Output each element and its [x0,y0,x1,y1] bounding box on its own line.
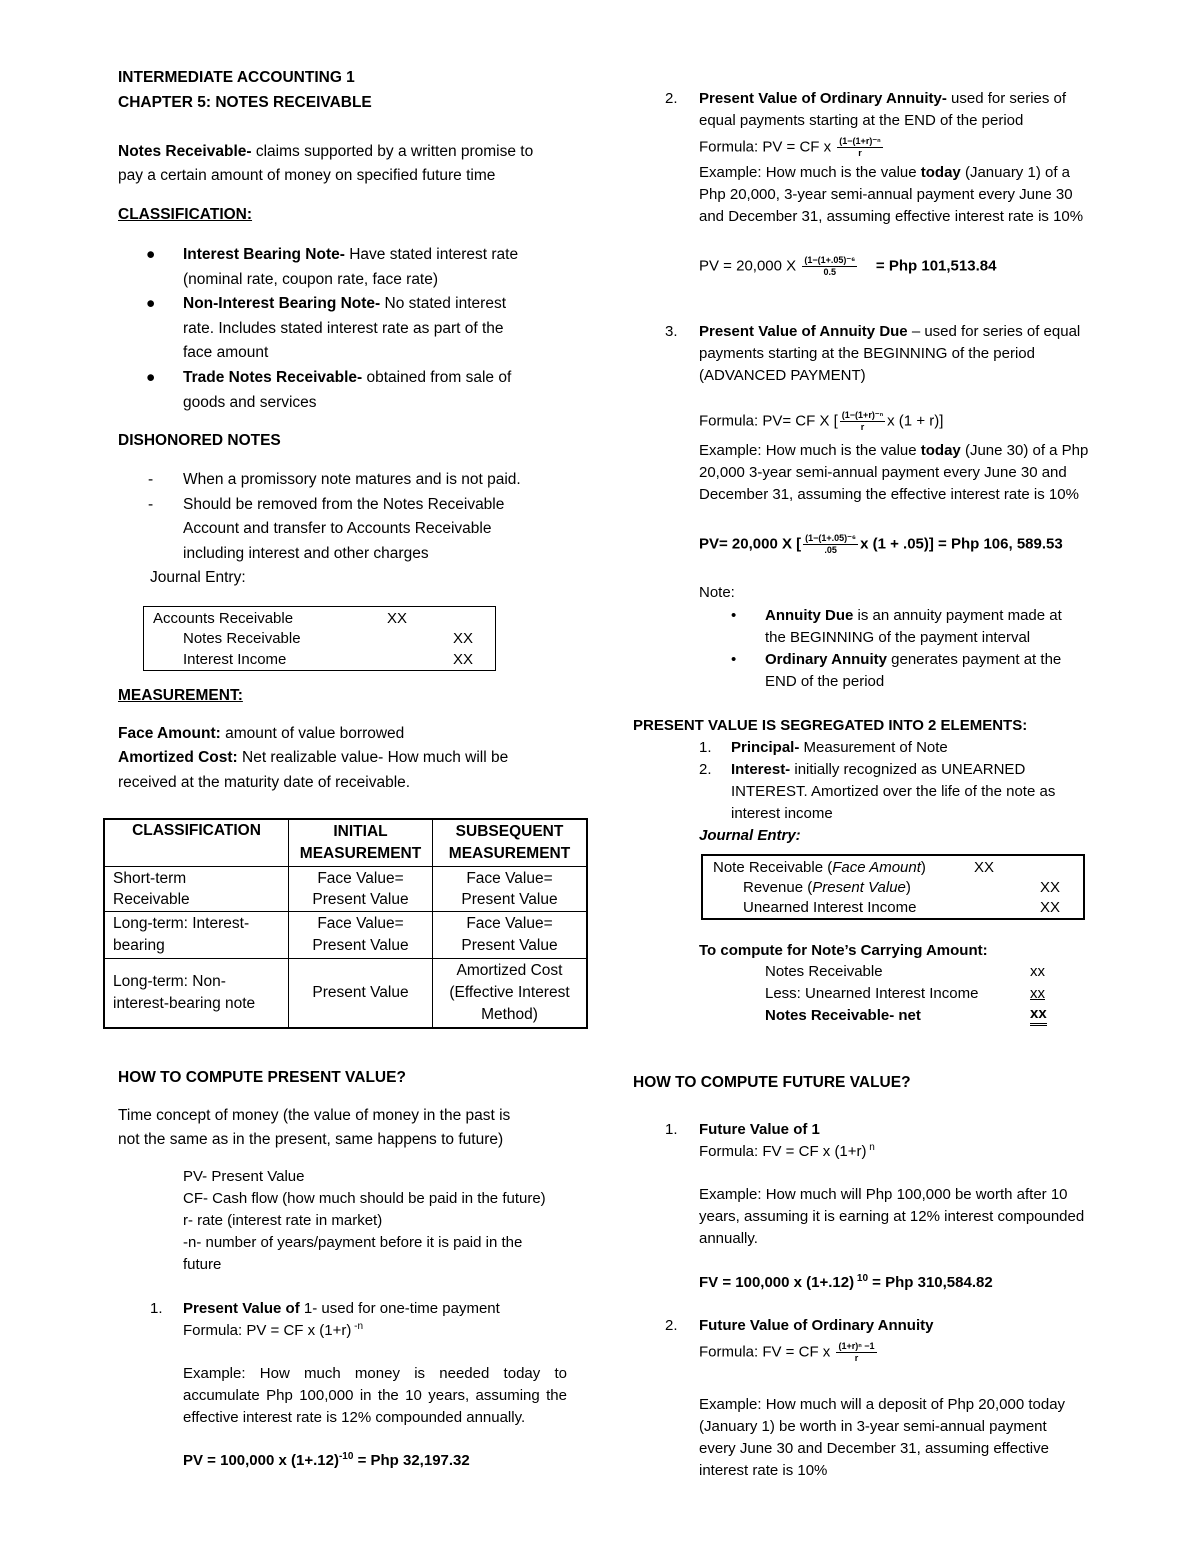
fv-ordinary-annuity-formula [699,1341,879,1364]
classification-text: Have stated interest rate [344,246,519,263]
fv-ordinary-annuity-example-1: Example: How much will a deposit of Php 20,000 today [699,1396,1066,1413]
segregated-principal [731,737,948,759]
table-header-text: MEASUREMENT [299,845,422,862]
cell-text: Long-term: Interest- [113,915,250,932]
pv-ordinary-annuity-result [699,255,996,278]
cell-text: Present Value [312,891,409,908]
carry-row-value: xx [1030,985,1045,1002]
cell-text: Face Value= [466,870,553,887]
segregated-heading: PRESENT VALUE IS SEGREGATED INTO 2 ELEMENTS: [633,717,1028,734]
fv-of-1-example-2: years, assuming it is earning at 12% interest compounded [699,1208,1085,1225]
dishonored-item-1: When a promissory note matures and is not paid. [183,471,521,488]
fraction-numerator: (1−(1+r)⁻ⁿ [839,136,881,146]
table-cell [433,867,588,912]
classification-term: Non-Interest Bearing Note- [183,295,381,312]
fv-of-1-result [699,1272,993,1294]
pv-heading: HOW TO COMPUTE PRESENT VALUE? [118,1069,406,1086]
pv-ordinary-annuity-title [699,88,1066,110]
entry-credit: XX [453,630,474,647]
note-text: is an annuity payment made at [853,607,1062,624]
formula-text: Formula: PV = CF x [699,138,832,156]
example-text: Example: How much is the value [699,164,921,181]
segregated-text: initially recognized as UNEARNED [790,761,1026,778]
pv-annuity-due-line-3: (ADVANCED PAYMENT) [699,367,866,384]
cell-text: Receivable [113,891,190,908]
entry-text: Note Receivable ( [713,859,833,876]
table-header-cell [104,819,289,867]
result-fraction [803,533,858,556]
pv-annuity-due-formula [699,410,943,433]
cell-text: Face Value= [317,915,404,932]
cell-text: Present Value [461,937,558,954]
pv-annuity-due-example-1 [699,440,1088,462]
formula-exponent: n [866,1142,875,1153]
pv-annuity-due-line-2: payments starting at the BEGINNING of the period [699,345,1035,362]
result-fraction [802,255,857,278]
pv-of-1-term: Present Value of [183,1300,300,1317]
formula-exponent: -n [351,1321,364,1332]
example-text: (January 1) of a [960,164,1070,181]
formula-text: Formula: FV = CF x (1+r) [699,1143,867,1160]
cell-text: (Effective Interest [449,984,570,1001]
definition-term: Notes Receivable- [118,143,252,160]
legend-r: r- rate (interest rate in market) [183,1212,383,1229]
bullet-icon: ● [146,295,156,312]
pv-of-1-title [183,1298,500,1320]
face-amount-line [118,722,404,747]
pv-annuity-due-result [699,533,1063,556]
journal-entry-box [701,854,1085,920]
fraction-numerator: (1−(1+r)⁻ⁿ [841,410,884,420]
journal-entry-label: Journal Entry: [150,569,246,586]
definition-text: claims supported by a written promise to [251,143,534,160]
example-text: Example: How much is the value [699,442,921,459]
classification-heading: CLASSIFICATION: [118,206,253,223]
example-emphasis: today [920,442,961,459]
note-term: Ordinary Annuity [765,651,887,668]
classification-text: obtained from sale of [362,369,512,386]
entry-italic: Present Value [812,879,906,896]
classification-term: Interest Bearing Note- [183,246,345,263]
amortized-cost-term: Amortized Cost: [118,749,238,766]
fraction-denominator: r [860,422,865,432]
table-cell [433,912,588,959]
entry-account: Accounts Receivable [153,610,294,627]
item-number: 1. [665,1121,678,1138]
dishonored-item-2-line-3: including interest and other charges [183,545,429,562]
result-text: FV = 100,000 x (1+.12) [699,1274,855,1291]
dishonored-item-2: Should be removed from the Notes Receivable [183,496,505,513]
fv-heading: HOW TO COMPUTE FUTURE VALUE? [633,1074,911,1091]
fv-of-1-example-1: Example: How much will Php 100,000 be worth after 10 [699,1186,1068,1203]
segregated-interest [731,759,1025,781]
carry-row-value: xx [1030,963,1045,980]
pv-annuity-due-desc: – used for series of equal [907,323,1081,340]
result-value: = Php 310,584.82 [868,1274,993,1291]
segregated-interest-line-3: interest income [731,805,833,822]
pv-ordinary-annuity-formula [699,136,885,159]
legend-cf: CF- Cash flow (how much should be paid in the future) [183,1190,546,1207]
chapter-title: CHAPTER 5: NOTES RECEIVABLE [118,94,372,111]
classification-item-3-line-2: goods and services [183,394,317,411]
example-emphasis: today [920,164,961,181]
amortized-cost-def: Net realizable value- How much will be [237,749,509,766]
formula-fraction [840,410,885,433]
pv-ordinary-annuity-line-2: equal payments starting at the END of the period [699,112,1024,129]
entry-account: Interest Income [183,651,287,668]
measurement-table [103,818,588,1029]
journal-entry-label: Journal Entry: [699,827,801,844]
table-header-text: INITIAL [333,823,388,840]
table-row [104,867,587,912]
result-text: PV= 20,000 X [ [699,535,802,553]
cell-text: Method) [481,1006,538,1023]
note-ordinary-annuity-line-2: END of the period [765,673,885,690]
classification-item-1 [183,243,518,268]
fv-ordinary-annuity-title: Future Value of Ordinary Annuity [699,1317,934,1334]
fraction-denominator: 0.5 [823,267,837,277]
classification-text: No stated interest [380,295,507,312]
result-value: x (1 + .05)] = Php 106, 589.53 [860,535,1063,553]
formula-text: Formula: FV = CF x [699,1343,831,1361]
segregated-text: Measurement of Note [799,739,948,756]
table-header-text: CLASSIFICATION [132,822,261,839]
face-amount-def: amount of value borrowed [220,725,405,742]
table-header-text: MEASUREMENT [448,845,571,862]
pv-of-1-formula [183,1320,363,1342]
result-value: = Php 101,513.84 [875,257,997,275]
legend-n: -n- number of years/payment before it is paid in the [183,1234,523,1251]
item-number: 2. [665,1317,678,1334]
entry-text: ) [905,879,911,896]
example-text: (June 30) of a Php [960,442,1089,459]
classification-item-2-line-3: face amount [183,344,269,361]
result-exponent: -10 [338,1451,354,1462]
table-header-text: SUBSEQUENT [455,823,564,840]
legend-pv: PV- Present Value [183,1168,305,1185]
pv-of-1-example-3: effective interest rate is 12% compounded annually. [183,1409,526,1426]
entry-text: Revenue ( [743,879,813,896]
segregated-term: Interest- [731,761,791,778]
bullet-icon: • [731,651,737,668]
item-number: 2. [699,761,712,778]
fv-of-1-title: Future Value of 1 [699,1121,820,1138]
item-number: 1. [150,1300,163,1317]
classification-item-2-line-2: rate. Includes stated interest rate as part of the [183,320,504,337]
pv-ordinary-annuity-term: Present Value of Ordinary Annuity- [699,90,947,107]
note-annuity-due [765,605,1062,627]
fraction-denominator: r [854,1353,859,1363]
bullet-icon: • [731,607,737,624]
formula-text: x (1 + r)] [887,412,944,430]
item-number: 3. [665,323,678,340]
result-text: PV = 100,000 x (1+.12) [183,1452,339,1469]
cell-text: Face Value= [466,915,553,932]
table-header-cell [433,819,588,867]
pv-ordinary-annuity-example-1 [699,162,1070,184]
fv-ordinary-annuity-example-2: (January 1) be worth in 3-year semi-annual payment [699,1418,1047,1435]
amortized-cost-line [118,746,508,771]
table-header-cell [289,819,433,867]
table-header-row [104,819,587,867]
note-term: Annuity Due [765,607,854,624]
note-annuity-due-line-2: the BEGINNING of the payment interval [765,629,1031,646]
item-number: 2. [665,90,678,107]
amortized-cost-line-2: received at the maturity date of receivable. [118,774,411,791]
table-cell [104,959,289,1029]
pv-annuity-due-example-2: 20,000 3-year semi-annual payment every June 30 and [699,464,1067,481]
fraction-denominator: .05 [824,545,837,555]
fv-of-1-formula [699,1141,875,1163]
fraction-denominator: r [858,148,862,158]
bullet-icon: ● [146,369,156,386]
pv-intro-line-2: not the same as in the present, same happens to future) [118,1131,504,1148]
segregated-term: Principal- [731,739,800,756]
pv-of-1-example-1: Example: How much money is needed today to [183,1365,567,1382]
result-text: PV = 20,000 X [699,257,797,275]
result-value: = Php 32,197.32 [353,1452,470,1469]
cell-text: Short-term [113,870,187,887]
classification-item-1-line-2: (nominal rate, coupon rate, face rate) [183,271,439,288]
item-number: 1. [699,739,712,756]
pv-annuity-due-term: Present Value of Annuity Due [699,323,908,340]
table-cell [289,867,433,912]
formula-text: Formula: PV= CF X [ [699,412,838,430]
dash-icon: - [148,496,154,513]
note-label: Note: [699,584,735,601]
measurement-heading: MEASUREMENT: [118,687,243,704]
definition-line-2: pay a certain amount of money on specified future time [118,167,496,184]
table-cell [289,959,433,1029]
fv-ordinary-annuity-example-4: interest rate is 10% [699,1462,828,1479]
table-row [104,912,587,959]
pv-annuity-due-title [699,321,1080,343]
journal-entry-box [143,606,496,671]
fraction-numerator: (1−(1+.05)⁻⁶ [805,533,857,543]
table-row [104,959,587,1029]
dishonored-item-2-line-2: Account and transfer to Accounts Receivable [183,520,492,537]
entry-account [713,857,926,879]
formula-fraction [837,136,882,159]
pv-ordinary-annuity-example-3: and December 31, assuming effective interest rate is 10% [699,208,1084,225]
course-title: INTERMEDIATE ACCOUNTING 1 [118,69,355,86]
carry-row-label: Notes Receivable- net [765,1007,921,1024]
entry-debit: XX [974,859,995,876]
note-text: generates payment at the [886,651,1062,668]
classification-term: Trade Notes Receivable- [183,369,363,386]
carry-row-label: Less: Unearned Interest Income [765,985,979,1002]
entry-account: Unearned Interest Income [743,899,917,916]
fraction-numerator: (1−(1+.05)⁻⁶ [804,255,856,265]
formula-text: Formula: PV = CF x (1+r) [183,1322,352,1339]
classification-item-2 [183,292,506,317]
dishonored-heading: DISHONORED NOTES [118,432,281,449]
fraction-numerator: (1+r)ⁿ −1 [838,1341,875,1351]
cell-text: interest-bearing note [113,995,256,1012]
entry-italic: Face Amount [832,859,921,876]
entry-debit: XX [387,610,408,627]
pv-ordinary-annuity-example-2: Php 20,000, 3-year semi-annual payment every June 30 [699,186,1073,203]
pv-intro-line-1: Time concept of money (the value of money in the past is [118,1107,511,1124]
entry-text: ) [920,859,926,876]
classification-item-3 [183,366,511,391]
fv-of-1-example-3: annually. [699,1230,758,1247]
result-exponent: 10 [854,1273,869,1284]
entry-credit: XX [1040,879,1061,896]
pv-annuity-due-example-3: December 31, assuming the effective interest rate is 10% [699,486,1079,503]
carrying-amount-heading: To compute for Note’s Carrying Amount: [699,942,988,959]
carry-row-label: Notes Receivable [765,963,883,980]
pv-of-1-desc: 1- used for one-time payment [299,1300,500,1317]
pv-of-1-result [183,1450,470,1472]
cell-text: Amortized Cost [456,962,563,979]
cell-text: Present Value [312,984,409,1001]
cell-text: Face Value= [317,870,404,887]
dash-icon: - [148,471,154,488]
formula-fraction [836,1341,876,1364]
table-cell [104,867,289,912]
entry-credit: XX [453,651,474,668]
table-cell [104,912,289,959]
segregated-interest-line-2: INTEREST. Amortized over the life of the note as [731,783,1056,800]
cell-text: Present Value [461,891,558,908]
legend-n-line-2: future [183,1256,222,1273]
pv-ordinary-annuity-desc: used for series of [946,90,1067,107]
entry-account [743,877,911,899]
carry-row-value: xx [1030,1005,1047,1026]
entry-account: Notes Receivable [183,630,301,647]
table-cell [433,959,588,1029]
note-ordinary-annuity [765,649,1061,671]
cell-text: bearing [113,937,165,954]
cell-text: Present Value [312,937,409,954]
cell-text: Long-term: Non- [113,973,226,990]
pv-of-1-example-2: accumulate Php 100,000 in the 10 years, assuming the [183,1387,567,1404]
fv-ordinary-annuity-example-3: every June 30 and December 31, assuming effective [699,1440,1049,1457]
entry-credit: XX [1040,899,1061,916]
bullet-icon: ● [146,246,156,263]
definition-line-1 [118,140,533,165]
table-cell [289,912,433,959]
face-amount-term: Face Amount: [118,725,221,742]
